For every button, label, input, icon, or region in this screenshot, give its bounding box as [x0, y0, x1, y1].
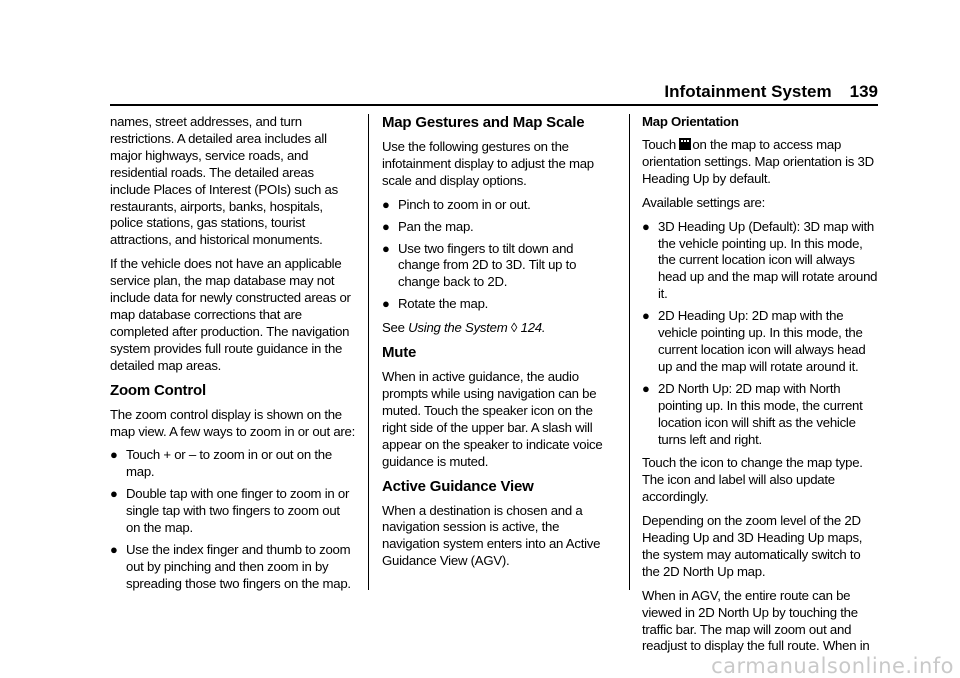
column-3 — [642, 114, 878, 662]
bullet-icon: ● — [110, 486, 118, 502]
watermark: carmanualsonline.info — [711, 654, 954, 678]
list-item: ● Use the index finger and thumb to zoom out by pinching and then zoom in by spreading those two fingers on the map. — [110, 541, 351, 591]
zoom-control-heading: Zoom Control — [110, 381, 206, 399]
list-item: ● Rotate the map. — [382, 296, 489, 312]
paragraph: Touch on the map to access map orientation settings. Map orientation is 3D Heading Up by default. — [642, 137, 874, 186]
settings-bullet-list — [642, 219, 878, 449]
column-divider — [629, 114, 630, 590]
bullet-icon: ● — [642, 218, 650, 234]
bullet-icon: ● — [382, 196, 390, 212]
paragraph: When in active guidance, the audio prompts while using navigation can be muted. Touch the speaker icon on the right side of the upper bar. A slash will appear on the speaker to indicate voice guidance is muted. — [382, 369, 603, 469]
page-header — [0, 82, 878, 102]
list-item: ● 3D Heading Up (Default): 3D map with the vehicle pointing up. In this mode, the current location icon will always head up and the map will rotate around it. — [642, 218, 878, 302]
column-divider — [368, 114, 369, 590]
bullet-icon: ● — [382, 218, 390, 234]
paragraph: Available settings are: — [642, 194, 766, 210]
paragraph: Depending on the zoom level of the 2D Heading Up and 3D Heading Up maps, the system may automatically switch to the 2D North Up map. — [642, 513, 863, 579]
section-title: Infotainment System — [664, 82, 832, 101]
map-orientation-icon — [679, 138, 691, 150]
paragraph: Touch the icon to change the map type. The icon and label will also update accordingly. — [642, 455, 863, 505]
paragraph: When in AGV, the entire route can be viewed in 2D North Up by touching the traffic bar. The map will zoom out and readjust to display the full route. When in — [642, 587, 870, 654]
column-2 — [382, 114, 618, 577]
paragraph: Use the following gestures on the infotainment display to adjust the map scale and display options. — [382, 139, 594, 188]
bullet-icon: ● — [642, 308, 650, 324]
list-item: ● Pan the map. — [382, 218, 474, 234]
cross-reference-link[interactable]: Using the System — [408, 320, 508, 336]
bullet-icon: ● — [382, 296, 390, 312]
header-rule — [110, 104, 878, 106]
gesture-bullet-list — [382, 197, 618, 313]
bullet-icon: ● — [382, 240, 390, 256]
list-item: ● 2D Heading Up: 2D map with the vehicle pointing up. In this mode, the current location icon will always head up and the map will rotate around it. — [642, 308, 866, 374]
bullet-icon: ● — [110, 447, 118, 463]
paragraph: When a destination is chosen and a navigation session is active, the navigation system enters into an Active Guidance View (AGV). — [382, 502, 601, 569]
active-guidance-heading: Active Guidance View — [382, 477, 534, 495]
list-item: ● Touch + or – to zoom in or out on the map. — [110, 447, 332, 480]
page-number: 139 — [849, 82, 878, 101]
cross-reference: See Using the System ◊ 124. — [382, 320, 546, 336]
bullet-icon: ● — [110, 541, 118, 557]
list-item: ● Pinch to zoom in or out. — [382, 196, 531, 212]
column-1 — [110, 114, 356, 600]
mute-heading: Mute — [382, 344, 417, 362]
list-item: ● Double tap with one finger to zoom in or single tap with two fingers to zoom out on the map. — [110, 486, 350, 536]
paragraph: If the vehicle does not have an applicable service plan, the map database may not include data for newly constructed areas or map database corrections that are completed after production. The navigation system provides full route guidance in the detailed map areas. — [110, 256, 351, 373]
paragraph: The zoom control display is shown on the map view. A few ways to zoom in or out are: — [110, 406, 356, 439]
map-gestures-heading: Map Gestures and Map Scale — [382, 114, 585, 131]
cross-reference-page[interactable]: 124. — [520, 320, 546, 336]
list-item: ● 2D North Up: 2D map with North pointing up. In this mode, the current location icon will shift as the vehicle turns left and right. — [642, 380, 863, 447]
paragraph: names, street addresses, and turn restrictions. A detailed area includes all major highways, service roads, and residential roads. The detailed areas include Places of Interest (POIs) such as restaurants, airports, banks, hospitals, police stations, gas stations, tourist attractions, and historical monuments. — [110, 114, 338, 248]
zoom-bullet-list — [110, 447, 356, 592]
bullet-icon: ● — [642, 380, 650, 396]
page-ref-icon: ◊ — [510, 320, 518, 336]
map-orientation-heading: Map Orientation — [642, 114, 739, 129]
list-item: ● Use two fingers to tilt down and change from 2D to 3D. Tilt up to change back to 2D. — [382, 240, 577, 290]
